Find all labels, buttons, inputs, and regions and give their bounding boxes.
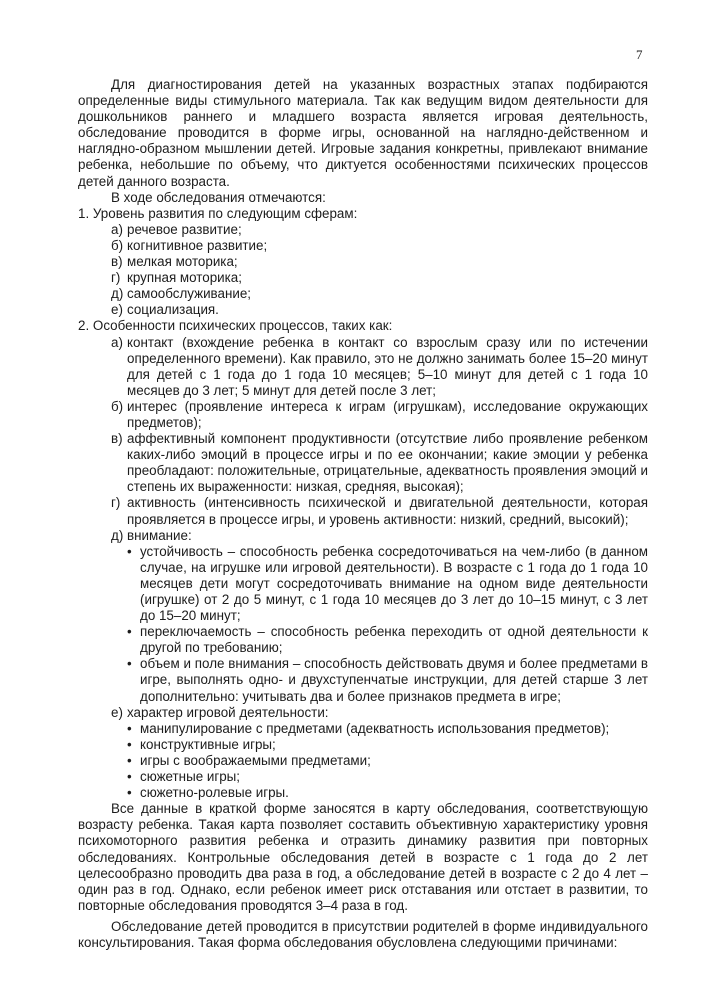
paragraph-intro: Для диагностирования детей на указанных возрастных этапах подбираются определенные виды стимульного материала. Так как ведущим видом деятельности для дошкольников раннего и младшего возраста является игровая деятельность, обследование проводится в форме игры, основанной на наглядно-действенном и наглядно-образном мышлении детей. Игровые задания конкретны, привлекают внимание ребенка, небольшие по объему, что диктуется особенностями психических процессов детей данного возраста. bbox=[78, 77, 648, 189]
paragraph-card: Все данные в краткой форме заносятся в карту обследования, соответствующую возрасту ребенка. Такая карта позволяет составить объективную характеристику уровня психомоторного развития ребенка и отразить динамику развития при повторных обследованиях. Контрольные обследования детей в возрасте с 1 года до 2 лет целесообразно проводить два раза в год, а обследование детей в возрасте с 2 до 4 лет – один раз в год. Однако, если ребенок имеет риск отставания или отстает в развитии, то повторные обследования проводятся 3–4 раза в год. bbox=[78, 801, 648, 913]
list-item-1-text: Уровень развития по следующим сферам: bbox=[92, 205, 358, 221]
subitem-label: а) bbox=[111, 334, 123, 350]
bullet-text: объем и поле внимания – способность действовать двумя и более предметами в игре, выполнять одно- и двухступенчатые инструкции, для детей старше 3 лет дополнительно: учитывать два и более признаков предмета в игре; bbox=[140, 656, 648, 704]
subitem-text: аффективный компонент продуктивности (отсутствие либо проявление ребенком каких-либо эмоций в процессе игры и по ее окончании; какие эмоции у ребенка преобладают: положительные, отрицательные, адекватность проявления эмоций и степень их выраженности: низкая, средняя, высокая); bbox=[127, 431, 648, 495]
subitem-text: контакт (вхождение ребенка в контакт со взрослым сразу или по истечении определенного времени). Как правило, это не должно занимать более 15–20 минут для детей с 1 года до 1 года 10 месяцев; 5–10 минут для детей с 1 года 10 месяцев до 3 лет; 5 минут для детей после 3 лет; bbox=[127, 334, 648, 398]
bullet-text: переключаемость – способность ребенка переходить от одной деятельности к другой по требованию; bbox=[140, 624, 648, 656]
list-subitem bbox=[78, 302, 648, 318]
bullet-icon: • bbox=[127, 736, 132, 752]
list-subitem bbox=[78, 238, 648, 254]
list-item-2-label: 2. bbox=[78, 318, 90, 334]
bullet-text: сюжетные игры; bbox=[140, 769, 241, 785]
list-subitem-play bbox=[78, 705, 648, 721]
list-item-2 bbox=[78, 318, 648, 334]
list-subitem bbox=[78, 270, 648, 286]
list-subitem-interest bbox=[78, 399, 648, 431]
page-body bbox=[78, 77, 648, 951]
subitem-label: е) bbox=[111, 704, 123, 720]
list-subitem-affective bbox=[78, 431, 648, 495]
bullet-text: манипулирование с предметами (адекватность использования предметов); bbox=[140, 720, 610, 736]
bullet-icon: • bbox=[127, 720, 132, 736]
bullet-item bbox=[78, 753, 648, 769]
subitem-label: а) bbox=[111, 221, 123, 237]
subitem-text: характер игровой деятельности: bbox=[127, 704, 329, 720]
subitem-text: интерес (проявление интереса к играм (игрушкам), исследование окружающих предметов); bbox=[127, 398, 648, 430]
subitem-label: е) bbox=[111, 302, 123, 318]
subitem-label: д) bbox=[111, 527, 124, 543]
subitem-label: в) bbox=[111, 431, 123, 447]
subitem-text: мелкая моторика; bbox=[127, 254, 238, 270]
subitem-text: самообслуживание; bbox=[127, 286, 252, 302]
bullet-item bbox=[78, 737, 648, 753]
subitem-text: активность (интенсивность психической и двигательной деятельности, которая проявляется в процессе игры, и уровень активности: низкий, средний, высокий); bbox=[127, 495, 648, 527]
list-subitem bbox=[78, 254, 648, 270]
bullet-text: игры с воображаемыми предметами; bbox=[140, 752, 371, 768]
bullet-text: конструктивные игры; bbox=[140, 736, 276, 752]
list-item-1 bbox=[78, 206, 648, 222]
subitem-label: д) bbox=[111, 286, 124, 302]
bullet-icon: • bbox=[127, 656, 132, 672]
subitem-text: социализация. bbox=[127, 302, 219, 318]
bullet-item bbox=[78, 769, 648, 785]
bullet-item bbox=[78, 785, 648, 801]
bullet-text: устойчивость – способность ребенка сосредоточиваться на чем-либо (в данном случае, на игрушке или игровой деятельности). В возрасте с 1 года до 1 года 10 месяцев дети могут сосредоточивать внимание на одном виде деятельности (игрушке) от 2 до 5 минут, с 1 года 10 месяцев до 3 лет до 10–15 минут, с 3 лет до 15–20 минут; bbox=[140, 543, 648, 624]
paragraph-course: В ходе обследования отмечаются: bbox=[111, 189, 326, 205]
subitem-text: внимание: bbox=[127, 527, 192, 543]
subitem-text: крупная моторика; bbox=[127, 270, 242, 286]
list-item-2-text: Особенности психических процессов, таких как: bbox=[92, 318, 393, 334]
paragraph-parents: Обследование детей проводится в присутствии родителей в форме индивидуального консультирования. Такая форма обследования обусловлена следующими причинами: bbox=[78, 918, 648, 950]
bullet-item bbox=[78, 624, 648, 656]
bullet-icon: • bbox=[127, 752, 132, 768]
page-number: 7 bbox=[636, 47, 643, 62]
list-subitem-activity bbox=[78, 495, 648, 527]
bullet-item bbox=[78, 721, 648, 737]
subitem-label: г) bbox=[111, 270, 121, 286]
list-subitem-attention bbox=[78, 528, 648, 544]
bullet-text: сюжетно-ролевые игры. bbox=[140, 785, 289, 801]
list-subitem bbox=[78, 222, 648, 238]
bullet-icon: • bbox=[127, 785, 132, 801]
subitem-label: г) bbox=[111, 495, 121, 511]
bullet-item bbox=[78, 544, 648, 624]
subitem-text: речевое развитие; bbox=[127, 221, 242, 237]
bullet-icon: • bbox=[127, 769, 132, 785]
bullet-icon: • bbox=[127, 624, 132, 640]
subitem-label: б) bbox=[111, 398, 124, 414]
bullet-item bbox=[78, 656, 648, 704]
list-item-1-label: 1. bbox=[78, 205, 90, 221]
list-subitem-contact bbox=[78, 335, 648, 399]
subitem-text: когнитивное развитие; bbox=[127, 237, 268, 253]
subitem-label: б) bbox=[111, 237, 124, 253]
subitem-label: в) bbox=[111, 254, 123, 270]
bullet-icon: • bbox=[127, 543, 132, 559]
list-subitem bbox=[78, 286, 648, 302]
